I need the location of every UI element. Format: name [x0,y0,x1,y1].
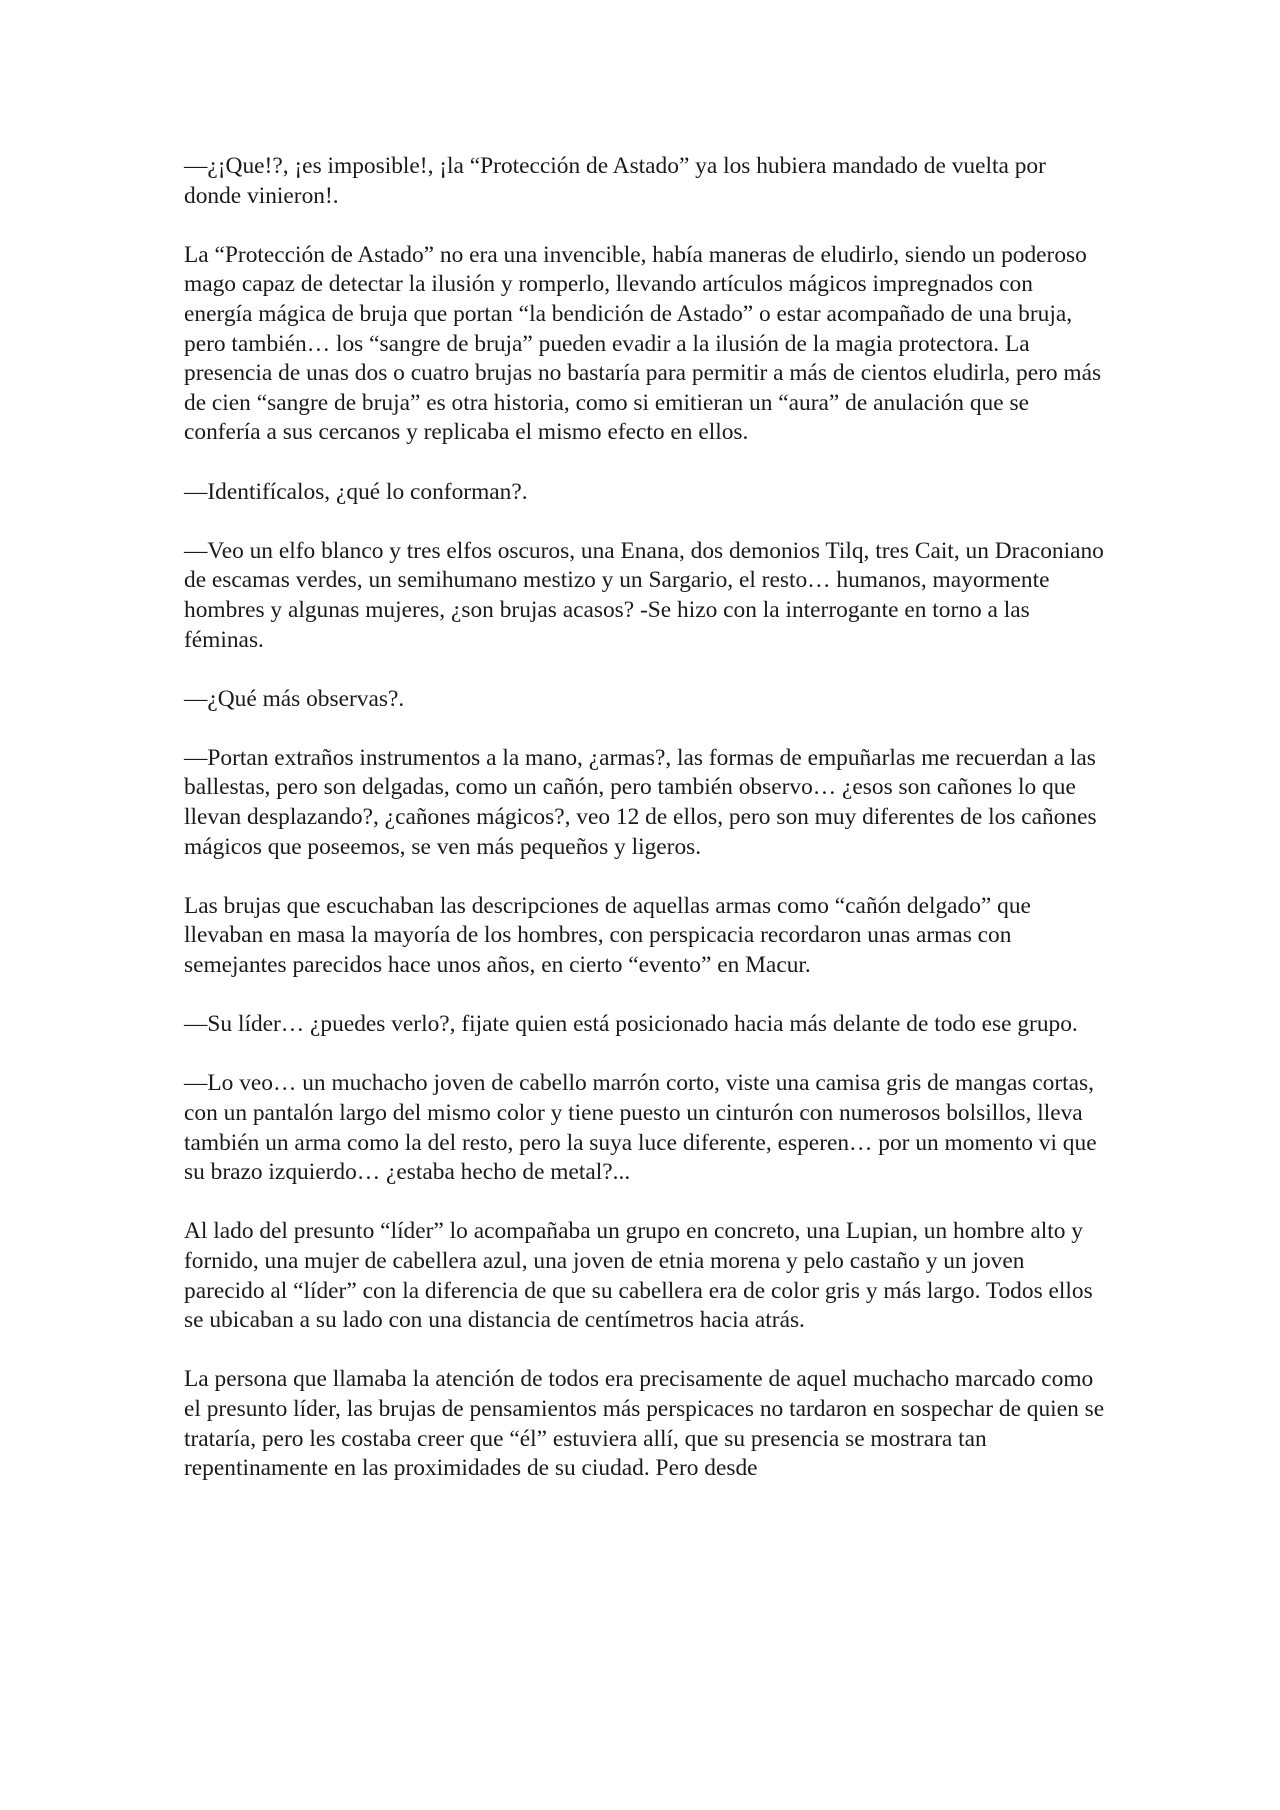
paragraph: Al lado del presunto “líder” lo acompañaba un grupo en concreto, una Lupian, un hombre alto y fornido, una mujer de cabellera azul, una joven de etnia morena y pelo castaño y un joven parecido al “líder” con la diferencia de que su cabellera era de color gris y más largo. Todos ellos se ubicaban a su lado con una distancia de centímetros hacia atrás. [184,1218,1093,1334]
paragraph: —¿¡Que!?, ¡es imposible!, ¡la “Protección de Astado” ya los hubiera mandado de vuelta por donde vinieron!. [184,153,1046,209]
paragraph: Las brujas que escuchaban las descripciones de aquellas armas como “cañón delgado” que llevaban en masa la mayoría de los hombres, con perspicacia recordaron unas armas con semejantes parecidos hace unos años, en cierto “evento” en Macur. [184,892,1031,979]
document-page [184,152,1106,1484]
paragraph: La “Protección de Astado” no era una invencible, había maneras de eludirlo, siendo un poderoso mago capaz de detectar la ilusión y romperlo, llevando artículos mágicos impregnados con energía mágica de bruja que portan “la bendición de Astado” o estar acompañado de una bruja, pero también… los “sangre de bruja” pueden evadir a la ilusión de la magia protectora. La presencia de unas dos o cuatro brujas no bastaría para permitir a más de cientos eludirla, pero más de cien “sangre de bruja” es otra historia, como si emitieran un “aura” de anulación que se confería a sus cercanos y replicaba el mismo efecto en ellos. [184,241,1102,446]
paragraph: —Identifícalos, ¿qué lo conforman?. [184,478,528,505]
paragraph: La persona que llamaba la atención de todos era precisamente de aquel muchacho marcado como el presunto líder, las brujas de pensamientos más perspicaces no tardaron en sospechar de quien se trataría, pero les costaba creer que “él” estuviera allí, que su presencia se mostrara tan repentinamente en las proximidades de su ciudad. Pero desde [184,1366,1105,1482]
paragraph: —Portan extraños instrumentos a la mano, ¿armas?, las formas de empuñarlas me recuerdan a las ballestas, pero son delgadas, como un cañón, pero también observo… ¿esos son cañones lo que llevan desplazando?, ¿cañones mágicos?, veo 12 de ellos, pero son muy diferentes de los cañones mágicos que poseemos, se ven más pequeños y ligeros. [184,744,1097,860]
paragraph: —Veo un elfo blanco y tres elfos oscuros, una Enana, dos demonios Tilq, tres Cait, un Draconiano de escamas verdes, un semihumano mestizo y un Sargario, el resto… humanos, mayormente hombres y algunas mujeres, ¿son brujas acasos? -Se hizo con la interrogante en torno a las féminas. [184,537,1104,653]
paragraph: —¿Qué más observas?. [184,685,405,712]
paragraph: —Su líder… ¿puedes verlo?, fijate quien está posicionado hacia más delante de todo ese grupo. [184,1011,1078,1038]
paragraph: —Lo veo… un muchacho joven de cabello marrón corto, viste una camisa gris de mangas cortas, con un pantalón largo del mismo color y tiene puesto un cinturón con numerosos bolsillos, lleva también un arma como la del resto, pero la suya luce diferente, esperen… por un momento vi que su brazo izquierdo… ¿estaba hecho de metal?... [184,1070,1097,1186]
